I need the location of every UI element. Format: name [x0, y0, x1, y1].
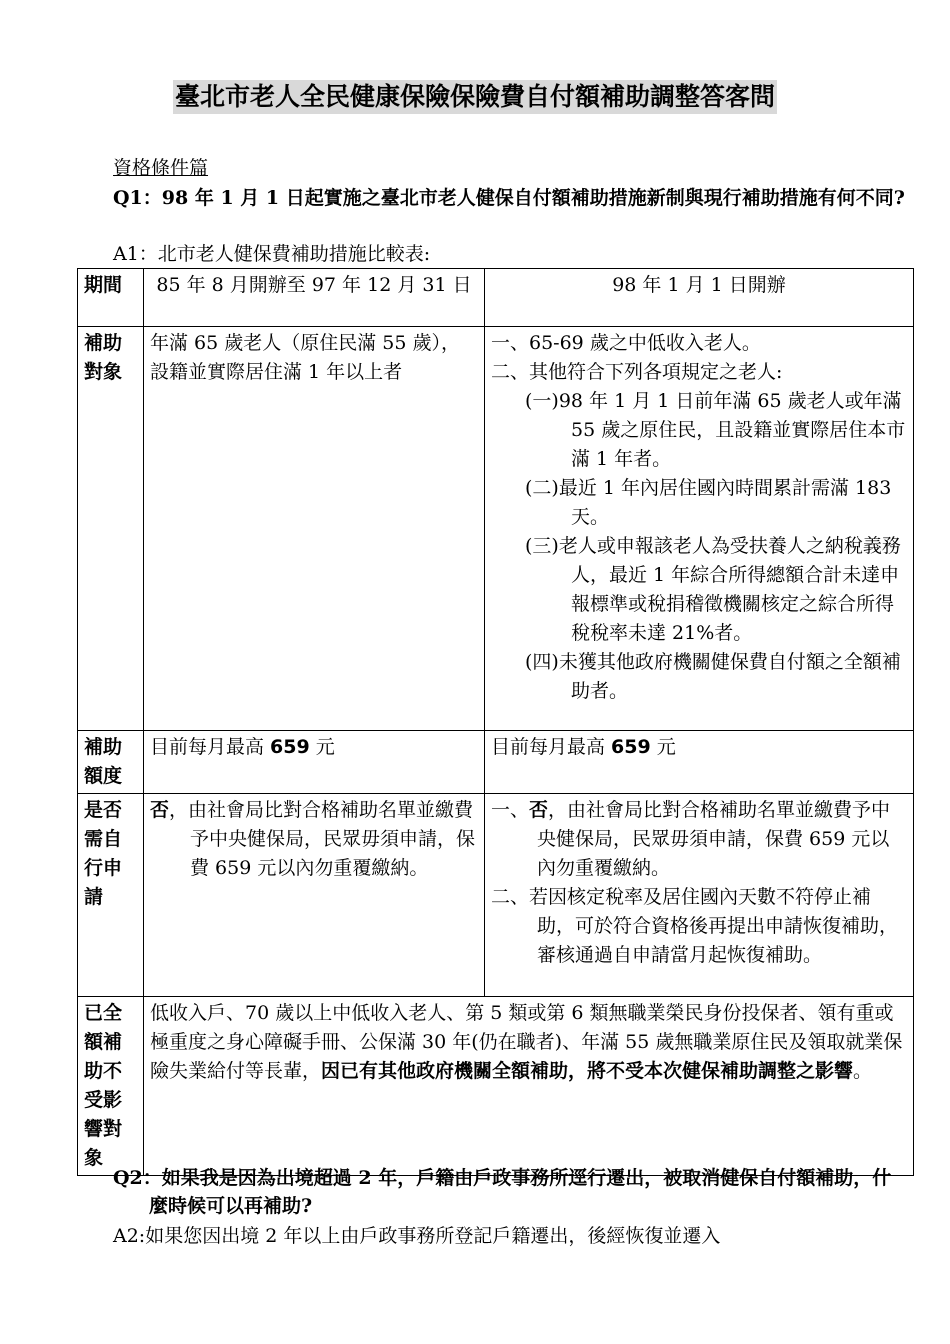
target-new: [485, 327, 914, 731]
list-item: 二、若因核定稅率及居住國內天數不符停止補助，可於符合資格後再提出申請恢復補助，審核通過自申請當月起恢復補助。: [491, 886, 899, 966]
amount-suffix: 元: [309, 736, 335, 758]
list-item: (四)未獲其他政府機關健保費自付額之全額補助者。: [525, 651, 901, 702]
unaffected-body: 低收入戶、70 歲以上中低收入老人、第 5 類或第 6 類無職業榮民身份投保者、領有重或極重度之身心障礙手冊、公保滿 30 年(仍在職者)、年滿 55 歲無職業原住民及領取就業保險失業給付等長輩，: [150, 1002, 903, 1082]
apply-old-body: ，由社會局比對合格補助名單並繳費予中央健保局，民眾毋須申請，保費 659 元以內勿重覆繳納。: [169, 799, 476, 879]
comparison-table: [77, 268, 914, 1176]
bold-no: 否: [529, 799, 549, 821]
row-header-target: 補助對象: [78, 327, 144, 731]
list-item: (二)最近 1 年內居住國內時間累計需滿 183 天。: [525, 477, 892, 528]
table-row: [78, 997, 914, 1176]
row-header-apply: 是否需自行申請: [78, 794, 144, 997]
unaffected-text: [144, 997, 914, 1176]
apply-old: [144, 794, 485, 997]
row-header-period: 期間: [78, 269, 144, 327]
amount-value: 659: [270, 736, 310, 758]
period-old: 85 年 8 月開辦至 97 年 12 月 31 日: [144, 269, 485, 327]
title-wrap: [0, 80, 950, 114]
table-row: [78, 327, 914, 731]
table-row: [78, 794, 914, 997]
unaffected-bold: 因已有其他政府機關全額補助，將不受本次健保補助調整之影響: [321, 1060, 854, 1082]
page-title: 臺北市老人全民健康保險保險費自付額補助調整答客問: [173, 80, 777, 114]
list-item: 一、65-69 歲之中低收入老人。: [491, 332, 761, 354]
amount-new: [485, 731, 914, 794]
bold-no: 否: [150, 799, 170, 821]
answer-2: A2:如果您因出境 2 年以上由戶政事務所登記戶籍遷出，後經恢復並遷入: [113, 1225, 721, 1247]
apply-new: [485, 794, 914, 997]
row-header-amount: 補助額度: [78, 731, 144, 794]
list-item: 二、其他符合下列各項規定之老人:: [491, 361, 783, 383]
question-1: Q1：98 年 1 月 1 日起實施之臺北市老人健保自付額補助措施新制與現行補助措施有何不同?: [113, 187, 905, 209]
list-item: (三)老人或申報該老人為受扶養人之納稅義務人，最近 1 年綜合所得總額合計未達申報標準或稅捐稽徵機關核定之綜合所得稅稅率未達 21%者。: [525, 535, 901, 644]
amount-old: [144, 731, 485, 794]
amount-value: 659: [611, 736, 651, 758]
unaffected-end: 。: [853, 1060, 873, 1082]
table-row: [78, 731, 914, 794]
item-text: ，由社會局比對合格補助名單並繳費予中央健保局，民眾毋須申請，保費 659 元以內勿重覆繳納。: [537, 799, 891, 879]
apply-old-text: [150, 796, 478, 883]
item-prefix: 一、: [491, 799, 530, 821]
list-item: [491, 796, 907, 883]
row-header-unaffected: 已全額補助不受影響對象: [78, 997, 144, 1176]
list-item: (一)98 年 1 月 1 日前年滿 65 歲老人或年滿 55 歲之原住民，且設籍並實際居住本市滿 1 年者。: [525, 390, 906, 470]
answer-1: A1：北市老人健保費補助措施比較表:: [113, 243, 431, 265]
question-2: Q2：如果我是因為出境超過 2 年，戶籍由戶政事務所逕行遷出，被取消健保自付額補助，什麼時候可以再補助?: [113, 1167, 892, 1217]
section-heading: 資格條件篇: [113, 157, 209, 179]
amount-suffix: 元: [650, 736, 676, 758]
target-old: 年滿 65 歲老人（原住民滿 55 歲），設籍並實際居住滿 1 年以上者: [144, 327, 485, 731]
period-new: 98 年 1 月 1 日開辦: [485, 269, 914, 327]
amount-prefix: 目前每月最高: [491, 736, 612, 758]
table-row: [78, 269, 914, 327]
amount-prefix: 目前每月最高: [150, 736, 271, 758]
